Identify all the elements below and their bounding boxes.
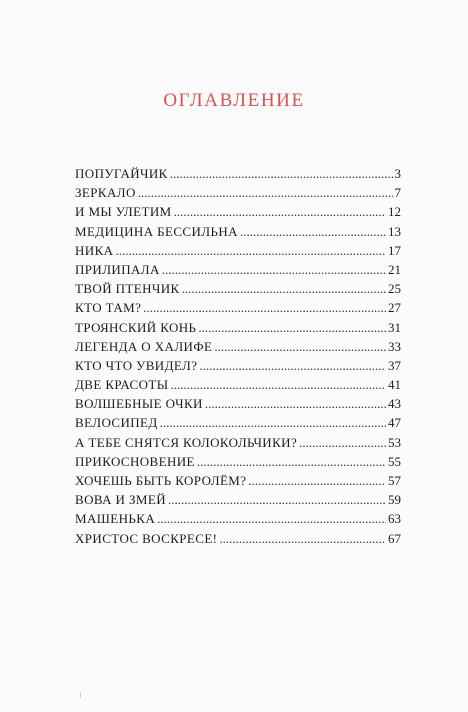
toc-entry [75, 529, 401, 548]
toc-entry-title: КТО ЧТО УВИДЕЛ? [75, 357, 198, 373]
toc-entry-title: ХРИСТОС ВОСКРЕСЕ! [75, 530, 218, 546]
toc-entry-page: 7 [394, 185, 401, 201]
toc-entry-title: ПОПУГАЙЧИК [75, 166, 168, 181]
toc-entry-title: КТО ТАМ? [75, 300, 142, 316]
toc-entry-page: 57 [388, 473, 401, 488]
toc-entry-page: 53 [388, 434, 401, 450]
toc-entry-page: 37 [388, 357, 401, 373]
toc-entry-page: 17 [388, 242, 401, 258]
toc-entry-page: 41 [388, 377, 401, 393]
toc-entry-title: ВЕЛОСИПЕД [75, 415, 158, 431]
dot-leader [214, 337, 386, 356]
dot-leader [170, 164, 393, 183]
toc-entry-title: ХОЧЕШЬ БЫТЬ КОРОЛЁМ? [75, 473, 247, 488]
toc-entry-page: 31 [388, 319, 401, 335]
dot-leader [143, 298, 386, 317]
toc-entry-title: МАШЕНЬКА [75, 511, 156, 527]
toc-entry-page: 33 [388, 338, 401, 354]
toc-entry-title: ТРОЯНСКИЙ КОНЬ [75, 319, 197, 335]
dot-leader [248, 471, 386, 490]
toc-entry-title: И МЫ УЛЕТИМ [75, 204, 172, 220]
table-of-contents [75, 164, 401, 548]
toc-entry [75, 471, 401, 490]
toc-entry-title: МЕДИЦИНА БЕССИЛЬНА [75, 223, 238, 239]
toc-entry-page: 27 [388, 300, 401, 316]
toc-entry [75, 452, 401, 471]
dot-leader [168, 490, 386, 509]
dot-leader [115, 241, 386, 260]
dot-leader [182, 279, 386, 298]
dot-leader [299, 433, 386, 452]
toc-entry-title: ВОВА И ЗМЕЙ [75, 492, 166, 508]
contents-heading: ОГЛАВЛЕНИЕ [163, 90, 305, 111]
toc-entry-page: 13 [388, 223, 401, 239]
toc-entry [75, 202, 401, 221]
toc-entry-title: ПРИЛИПАЛА [75, 261, 160, 277]
toc-entry [75, 164, 401, 183]
toc-entry-title: ПРИКОСНОВЕНИЕ [75, 453, 195, 469]
toc-entry [75, 279, 401, 298]
toc-entry-title: А ТЕБЕ СНЯТСЯ КОЛОКОЛЬЧИКИ? [75, 434, 298, 450]
toc-entry [75, 413, 401, 432]
dot-leader [205, 394, 386, 413]
toc-entry-page: 21 [388, 261, 401, 277]
toc-entry-title: ТВОЙ ПТЕНЧИК [75, 281, 180, 297]
toc-entry-page: 25 [388, 281, 401, 297]
toc-entry [75, 433, 401, 452]
toc-entry [75, 490, 401, 509]
toc-entry [75, 337, 401, 356]
toc-entry [75, 356, 401, 375]
toc-entry [75, 298, 401, 317]
toc-entry-page: 12 [388, 204, 401, 220]
toc-entry [75, 509, 401, 528]
toc-entry-page: 63 [388, 511, 401, 527]
toc-entry [75, 318, 401, 337]
dot-leader [197, 452, 386, 471]
toc-entry [75, 260, 401, 279]
toc-entry-page: 47 [388, 415, 401, 431]
toc-entry-page: 67 [388, 530, 401, 546]
toc-entry-title: ЗЕРКАЛО [75, 185, 136, 201]
dot-leader [160, 413, 386, 432]
dot-leader [240, 222, 386, 241]
toc-entry [75, 183, 401, 202]
dot-leader [198, 318, 386, 337]
toc-entry-title: НИКА [75, 242, 114, 258]
dot-leader [170, 375, 386, 394]
toc-entry-page: 59 [388, 492, 401, 508]
toc-entry-title: ВОЛШЕБНЫЕ ОЧКИ [75, 396, 203, 412]
toc-entry [75, 394, 401, 413]
toc-entry [75, 375, 401, 394]
dot-leader [162, 260, 386, 279]
toc-entry [75, 222, 401, 241]
toc-entry-page: 43 [388, 396, 401, 412]
dot-leader [219, 529, 386, 548]
dot-leader [174, 202, 386, 221]
toc-entry [75, 241, 401, 260]
scan-mark [80, 692, 81, 698]
toc-entry-title: ДВЕ КРАСОТЫ [75, 377, 169, 393]
dot-leader [138, 183, 393, 202]
dot-leader [157, 509, 386, 528]
toc-entry-title: ЛЕГЕНДА О ХАЛИФЕ [75, 338, 213, 354]
toc-entry-page: 3 [394, 166, 401, 181]
toc-entry-page: 55 [388, 453, 401, 469]
dot-leader [199, 356, 386, 375]
